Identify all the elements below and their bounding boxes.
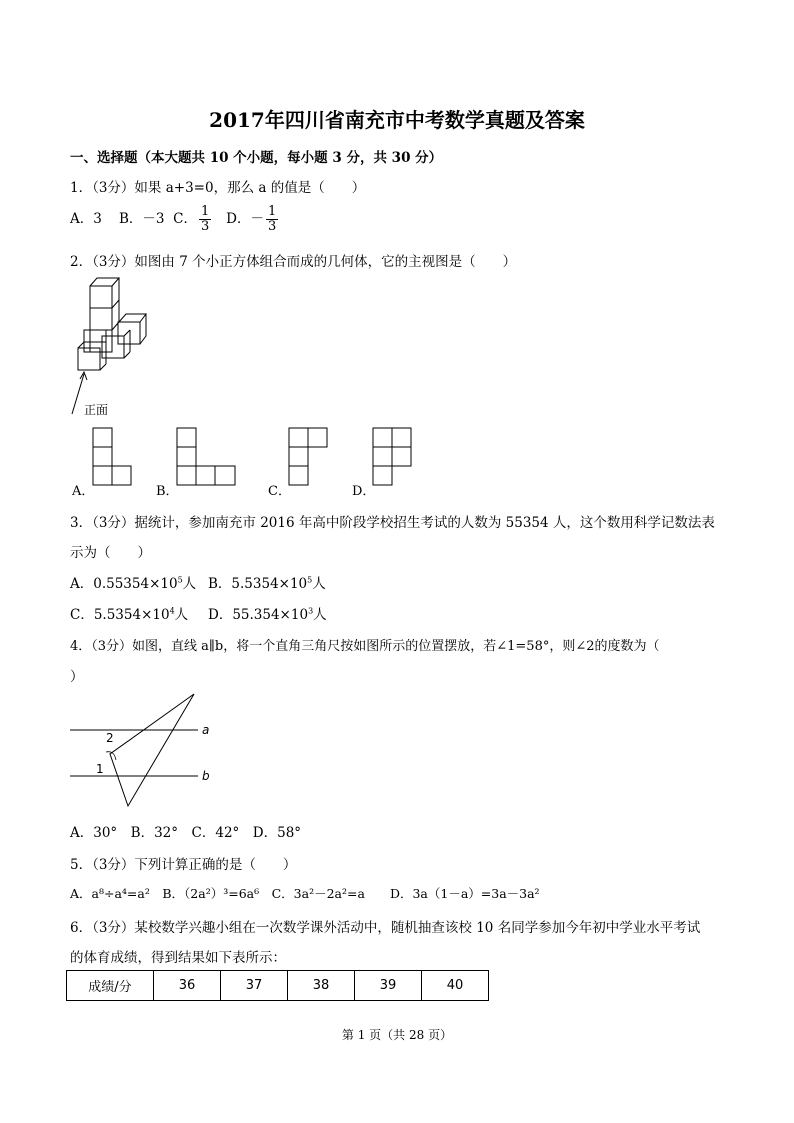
label-a: a — [202, 723, 210, 737]
q3-option-b-text: B．5.5354×10 — [208, 576, 308, 592]
q3-stem-line1: 3．（3分）据统计，参加南充市 2016 年高中阶段学校招生考试的人数为 55354 人，这个数用科学记数法表 — [70, 515, 715, 531]
q6-stem-line1: 6．（3分）某校数学兴趣小组在一次数学课外活动中，随机抽查该校 10 名同学参加今年初中学业水平考试 — [70, 920, 701, 936]
fraction-denominator: 3 — [200, 219, 210, 234]
triangle-ruler — [110, 694, 194, 806]
q3-option-d-exponent: 3 — [308, 606, 314, 616]
q4-options: A．30° B．32° C．42° D．58° — [70, 825, 302, 841]
q2-option-a-figure — [93, 428, 133, 488]
table-cell: 40 — [422, 971, 489, 1001]
table-cell: 39 — [355, 971, 422, 1001]
fraction-numerator: 1 — [267, 204, 277, 219]
q3-option-d-unit: 人 — [313, 607, 327, 623]
table-cell: 37 — [221, 971, 288, 1001]
q2-option-d-label: D． — [352, 484, 376, 499]
q1-option-d: D．－ — [226, 211, 264, 227]
q3-option-c-unit: 人 — [174, 607, 189, 623]
table-cell: 38 — [288, 971, 355, 1001]
q2-option-a-label: A． — [72, 484, 95, 499]
label-b: b — [202, 769, 210, 783]
q4-stem-line1: 4．（3分）如图，直线 a∥b，将一个直角三角尺按如图所示的位置摆放，若∠1=58°，则∠2的度数为（ — [70, 639, 660, 654]
table-row — [67, 971, 489, 1001]
q3-option-b-exponent: 5 — [307, 575, 313, 585]
angle-2-label: 2 — [106, 731, 114, 745]
q1-option-c: C． — [173, 211, 197, 227]
q4-parallel-lines-figure — [66, 690, 226, 810]
q3-option-a — [70, 572, 196, 592]
q2-option-b-figure — [177, 428, 239, 488]
q3-option-d-text: D．55.354×10 — [208, 607, 309, 623]
q2-stem: 2．（3分）如图由 7 个小正方体组合而成的几何体，它的主视图是（ ） — [70, 254, 517, 270]
q1-option-b: B．－3 — [119, 211, 165, 227]
q6-score-table — [66, 970, 489, 1001]
fraction-denominator: 3 — [267, 219, 277, 234]
q3-option-c-exponent: 4 — [169, 606, 175, 616]
table-cell: 36 — [154, 971, 221, 1001]
q2-front-label: 正面 — [84, 403, 109, 417]
q1-option-d-fraction — [266, 205, 278, 234]
angle-1-label: 1 — [96, 762, 104, 776]
section-title: 一、选择题（本大题共 10 个小题，每小题 3 分，共 30 分） — [70, 150, 443, 166]
q3-option-c — [70, 603, 188, 623]
q3-option-d — [208, 603, 327, 623]
q3-option-c-text: C．5.5354×10 — [70, 607, 170, 623]
q5-options: A．a⁸÷a⁴=a² B．（2a²）³=6a⁶ C．3a²－2a²=a D．3a（1－a）=3a－3a² — [70, 886, 540, 901]
q3-stem-line2: 示为（ ） — [70, 545, 151, 561]
q3-option-b — [208, 572, 326, 592]
q3-option-a-text: A．0.55354×10 — [70, 576, 178, 592]
fraction-numerator: 1 — [200, 204, 210, 219]
q1-option-c-fraction — [199, 205, 211, 234]
q2-cube-figure — [66, 272, 156, 417]
q2-option-c-label: C． — [268, 484, 291, 499]
q3-option-a-unit: 人 — [182, 576, 197, 592]
q4-stem-line2: ） — [70, 669, 84, 685]
page-title: 2017年四川省南充市中考数学真题及答案 — [209, 108, 585, 132]
q1-stem: 1．（3分）如果 a+3=0，那么 a 的值是（ ） — [70, 180, 366, 196]
q1-option-a: A．3 — [70, 211, 102, 227]
q5-stem: 5．（3分）下列计算正确的是（ ） — [70, 857, 297, 873]
q2-option-b-label: B． — [156, 484, 179, 499]
q3-option-a-exponent: 5 — [177, 575, 183, 585]
page-footer: 第 1 页（共 28 页） — [341, 1028, 453, 1042]
table-header-cell: 成绩/分 — [67, 971, 154, 1001]
q3-option-b-unit: 人 — [312, 576, 326, 592]
q1-options — [70, 205, 280, 234]
q2-option-c-figure — [289, 428, 329, 488]
q6-stem-line2: 的体育成绩，得到结果如下表所示： — [70, 950, 286, 966]
q2-option-d-figure — [373, 428, 413, 488]
